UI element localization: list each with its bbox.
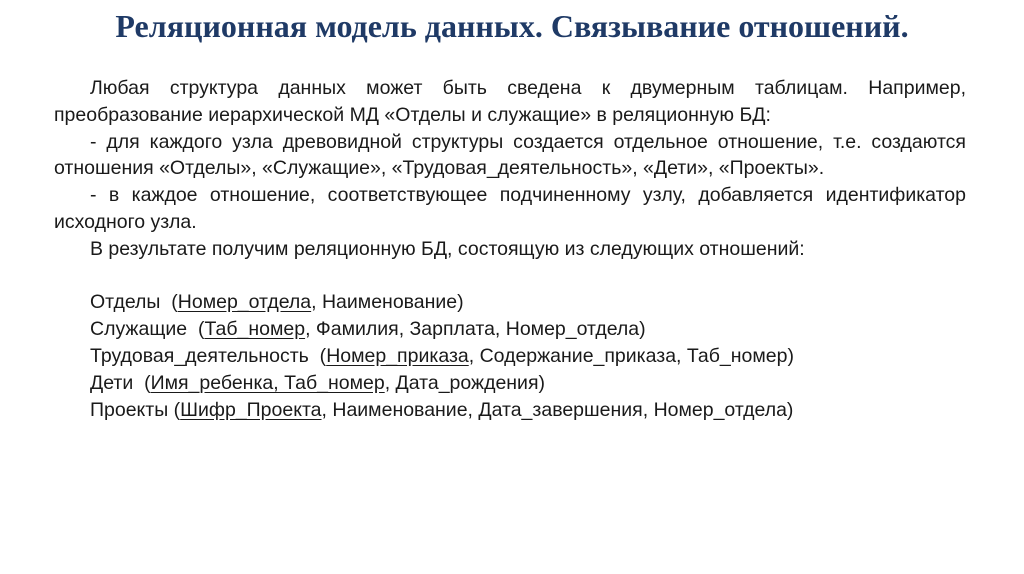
relation-name: Служащие: [90, 318, 188, 341]
paragraph-intro: Любая структура данных может быть сведена к двумерным таблицам. Например, преобразование иерархической МД «Отделы и служащие» в реляционную БД:: [54, 77, 966, 126]
relation-attributes: , Дата_рождения): [384, 371, 546, 394]
relation-open-paren: (: [308, 344, 327, 367]
relation-open-paren: (: [133, 371, 151, 394]
relations-list: [54, 289, 966, 423]
relation-children: [90, 370, 966, 397]
relation-attributes: , Наименование, Дата_завершения, Номер_отдела): [321, 398, 794, 421]
relation-open-paren: (: [160, 291, 178, 314]
relation-projects: [90, 397, 966, 424]
primary-key: Шифр_Проекта: [180, 398, 322, 421]
primary-key: Номер_отдела: [177, 291, 312, 314]
relation-employees: [90, 316, 966, 343]
relation-open-paren: (: [168, 398, 181, 421]
paragraph-step-2: - в каждое отношение, соответствующее подчиненному узлу, добавляется идентификатор исходного узла.: [54, 184, 966, 233]
paragraph-result: В результате получим реляционную БД, состоящую из следующих отношений:: [90, 237, 805, 260]
primary-key: Таб_номер: [204, 318, 306, 341]
relation-departments: [90, 289, 966, 316]
relation-open-paren: (: [187, 318, 205, 341]
relation-name: Трудовая_деятельность: [90, 344, 309, 367]
slide-body: [54, 75, 966, 423]
paragraph-step-1: - для каждого узла древовидной структуры создается отдельное отношение, т.е. создаются отношения «Отделы», «Служащие», «Трудовая_деятельность», «Дети», «Проекты».: [54, 130, 966, 180]
relation-work-history: [90, 343, 966, 370]
slide-title: Реляционная модель данных. Связывание отношений.: [115, 8, 909, 44]
relation-attributes: , Содержание_приказа, Таб_номер): [468, 344, 794, 367]
relation-attributes: , Фамилия, Зарплата, Номер_отдела): [305, 318, 646, 341]
relation-attributes: , Наименование): [311, 291, 464, 314]
primary-key: Номер_приказа: [326, 344, 469, 367]
primary-key: Имя_ребенка, Таб_номер: [150, 371, 385, 394]
relation-name: Отделы: [90, 291, 161, 314]
blank-line: [54, 263, 966, 290]
relation-name: Проекты: [90, 398, 169, 421]
relation-name: Дети: [90, 371, 134, 394]
